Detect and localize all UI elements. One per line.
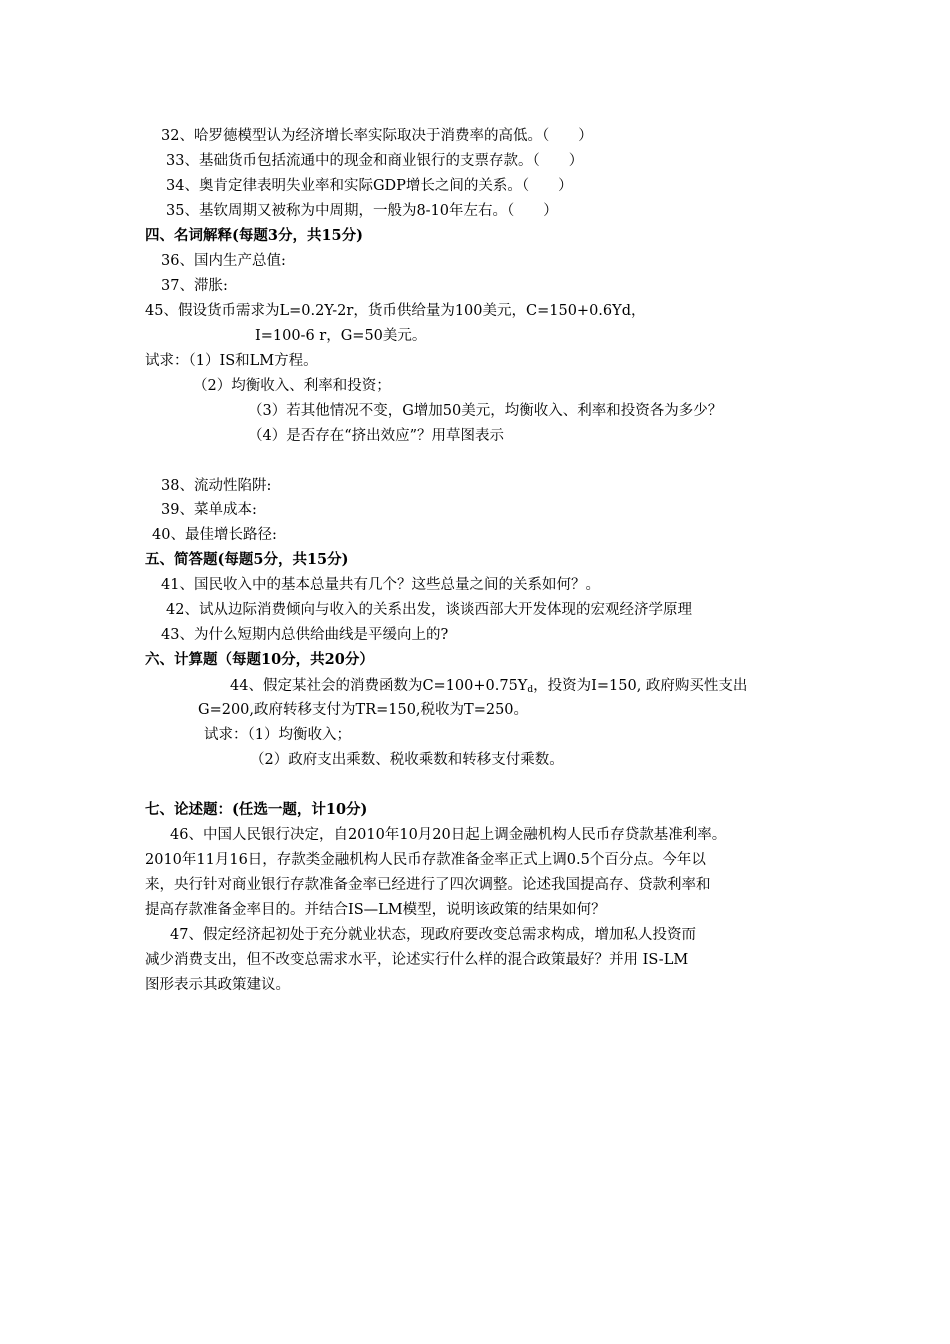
- section-4-heading: 四、名词解释(每题3分，共15分): [145, 227, 363, 244]
- question-44-ask: 试求：（1）均衡收入；: [204, 727, 351, 743]
- question-33: 33、基础货币包括流通中的现金和商业银行的支票存款。（ ）: [166, 153, 584, 169]
- question-35: 35、基钦周期又被称为中周期，一般为8-10年左右。（ ）: [166, 203, 558, 219]
- question-41: 41、国民收入中的基本总量共有几个？这些总量之间的关系如何？。: [161, 577, 600, 593]
- question-47-line-2: 减少消费支出，但不改变总需求水平，论述实行什么样的混合政策最好？并用 IS-LM: [145, 952, 689, 968]
- question-47-line-1: 47、假定经济起初处于充分就业状态，现政府要改变总需求构成，增加私人投资而: [170, 927, 696, 943]
- question-38: 38、流动性陷阱:: [161, 478, 272, 494]
- question-37: 37、滞胀:: [161, 278, 228, 294]
- question-45-line-2: I=100-6 r，G=50美元。: [255, 328, 427, 344]
- question-44-part-2: （2）政府支出乘数、税收乘数和转移支付乘数。: [250, 752, 564, 768]
- question-44-line-2: G=200,政府转移支付为TR=150,税收为T=250。: [198, 702, 529, 718]
- question-44-line-1: [230, 676, 747, 700]
- question-45-ask: 试求：（1）IS和LM方程。: [145, 353, 318, 369]
- question-46-line-1: 46、中国人民银行决定，自2010年10月20日起上调金融机构人民币存贷款基准利率。: [170, 827, 727, 843]
- question-43: 43、为什么短期内总供给曲线是平缓向上的?: [161, 627, 449, 643]
- question-44-subscript: d: [527, 685, 534, 695]
- question-36: 36、国内生产总值:: [161, 253, 286, 269]
- question-46-line-2: 2010年11月16日，存款类金融机构人民币存款准备金率正式上调0.5个百分点。今年以: [145, 852, 706, 868]
- question-44-text-a: 44、假定某社会的消费函数为C=100+0.75Y: [230, 678, 528, 694]
- question-40: 40、最佳增长路径:: [152, 527, 277, 543]
- question-45-part-3: （3）若其他情况不变，G增加50美元，均衡收入、利率和投资各为多少？: [248, 403, 723, 419]
- question-34: 34、奥肯定律表明失业率和实际GDP增长之间的关系。（ ）: [166, 178, 573, 194]
- section-6-heading: 六、计算题（每题10分，共20分）: [145, 651, 374, 668]
- question-47-line-3: 图形表示其政策建议。: [145, 977, 290, 993]
- question-45-part-2: （2）均衡收入、利率和投资；: [193, 378, 391, 394]
- question-39: 39、菜单成本:: [161, 502, 257, 518]
- question-42: 42、试从边际消费倾向与收入的关系出发，谈谈西部大开发体现的宏观经济学原理: [166, 602, 692, 618]
- question-32: 32、哈罗德模型认为经济增长率实际取决于消费率的高低。（ ）: [161, 128, 593, 144]
- question-46-line-3: 来，央行针对商业银行存款准备金率已经进行了四次调整。论述我国提高存、贷款利率和: [145, 877, 711, 893]
- question-44-text-b: ，投资为I=150, 政府购买性支出: [533, 678, 748, 694]
- section-5-heading: 五、简答题(每题5分，共15分): [145, 551, 349, 568]
- question-45-line-1: 45、假设货币需求为L=0.2Y-2r，货币供给量为100美元，C=150+0.6Yd，: [145, 303, 646, 319]
- question-46-line-4: 提高存款准备金率目的。并结合IS—LM模型，说明该政策的结果如何？: [145, 902, 606, 918]
- question-45-part-4: （4）是否存在“挤出效应”？用草图表示: [248, 428, 505, 444]
- section-7-heading: 七、论述题：(任选一题，计10分): [145, 801, 368, 818]
